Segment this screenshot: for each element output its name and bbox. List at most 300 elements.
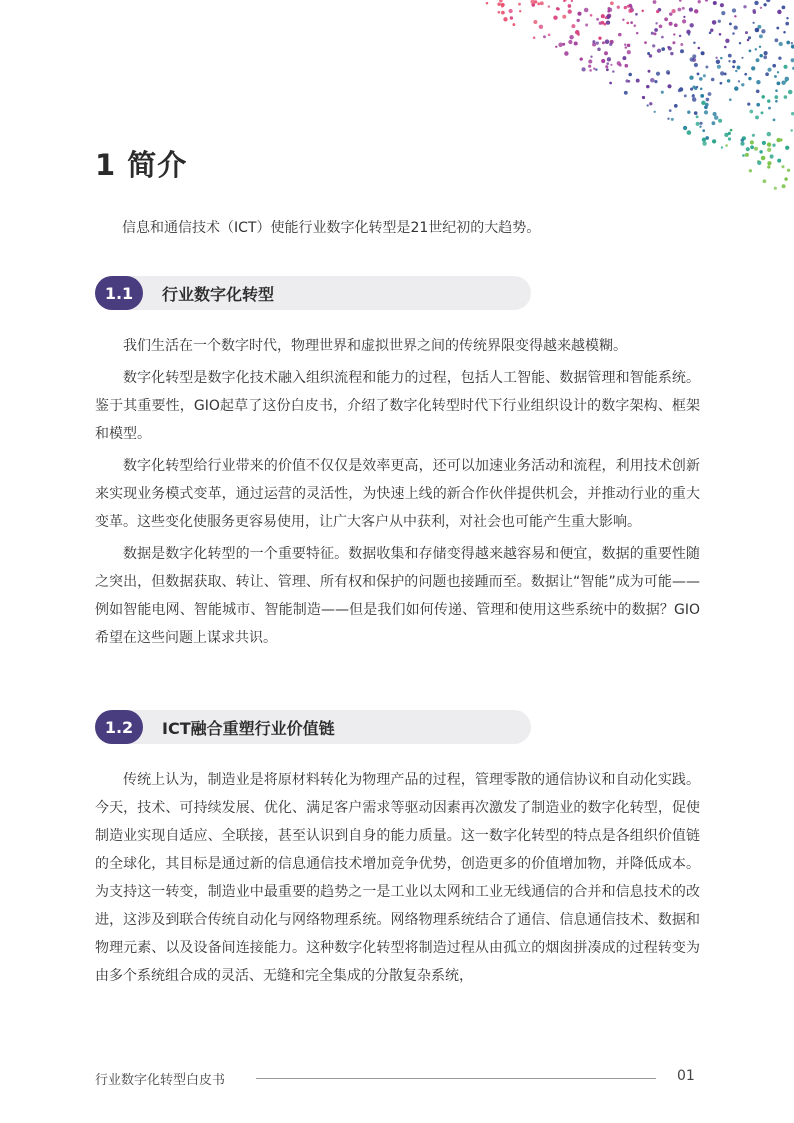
decorative-dot — [605, 16, 608, 19]
decorative-dot — [624, 6, 627, 9]
decorative-dot — [588, 65, 591, 68]
decorative-dot — [624, 44, 626, 46]
decorative-dot — [768, 107, 771, 110]
decorative-dot — [654, 80, 657, 83]
decorative-dot — [744, 73, 747, 76]
decorative-dot — [654, 32, 657, 35]
decorative-dot — [508, 9, 512, 13]
decorative-dot — [596, 18, 599, 21]
decorative-dot — [743, 5, 746, 8]
decorative-dot — [597, 48, 601, 52]
decorative-dot — [785, 77, 790, 82]
decorative-dot — [701, 51, 705, 55]
decorative-dot — [635, 13, 638, 16]
decorative-dot — [718, 119, 722, 123]
decorative-dot — [595, 68, 597, 70]
decorative-dot — [679, 35, 682, 38]
decorative-dot — [717, 65, 721, 69]
decorative-dot — [720, 71, 724, 75]
decorative-dot — [627, 50, 631, 54]
decorative-dot — [749, 110, 753, 114]
decorative-dot — [697, 72, 700, 75]
decorative-dot — [767, 68, 771, 72]
decorative-dot — [787, 169, 790, 172]
decorative-dot — [590, 56, 592, 58]
page-number: 01 — [677, 1068, 695, 1084]
decorative-dot — [704, 110, 708, 114]
decorative-dot — [772, 64, 776, 68]
decorative-dot — [592, 40, 595, 43]
decorative-dot — [785, 22, 789, 26]
decorative-dot — [767, 148, 771, 152]
decorative-dot — [647, 104, 649, 106]
decorative-dot — [776, 27, 779, 30]
decorative-dot — [684, 127, 686, 129]
decorative-dot — [724, 46, 727, 49]
decorative-dot — [503, 17, 507, 21]
decorative-dot — [732, 32, 735, 35]
decorative-dot — [661, 36, 664, 39]
decorative-dot — [741, 83, 744, 86]
decorative-dot — [716, 60, 720, 64]
decorative-dot — [759, 46, 761, 48]
decorative-dot — [702, 141, 706, 145]
decorative-dot — [539, 25, 543, 29]
decorative-dot — [755, 48, 757, 50]
decorative-dot — [772, 144, 775, 147]
decorative-dot — [674, 104, 678, 108]
decorative-dot — [688, 33, 690, 35]
decorative-dot — [601, 59, 605, 63]
decorative-dot — [648, 70, 651, 73]
decorative-dot — [606, 20, 610, 24]
decorative-dot — [674, 23, 678, 27]
decorative-dot — [584, 8, 589, 13]
decorative-dot — [625, 46, 627, 48]
decorative-dot — [705, 0, 708, 2]
decorative-dot — [781, 80, 785, 84]
decorative-dot — [585, 24, 588, 27]
decorative-dot — [754, 147, 758, 151]
decorative-dot — [721, 11, 725, 15]
body-paragraph: 数字化转型给行业带来的价值不仅仅是效率更高，还可以加速业务活动和流程，利用技术创新来实现业务模式变革，通过运营的灵活性，为快速上线的新合作伙伴提供机会，并推动行业的重大变革。这些变化使服务更容易使用，让广大客户从中获利，对社会也可能产生重大影响。 — [95, 458, 700, 530]
decorative-dot — [667, 84, 671, 88]
decorative-dot — [644, 41, 647, 44]
chapter-title: 1 简介 — [95, 148, 188, 182]
decorative-dot — [762, 141, 766, 145]
decorative-dot — [671, 9, 675, 13]
decorative-dot — [593, 67, 595, 69]
decorative-dot — [649, 102, 652, 105]
decorative-dot — [715, 57, 717, 59]
decorative-dot — [692, 85, 695, 88]
decorative-dot — [577, 12, 581, 16]
decorative-dot — [677, 8, 681, 12]
decorative-dot — [790, 129, 792, 131]
decorative-dot — [689, 7, 693, 11]
decorative-dot — [728, 60, 730, 62]
decorative-dot — [791, 42, 793, 44]
decorative-dot — [699, 126, 701, 128]
decorative-dot — [705, 136, 709, 140]
decorative-dot — [671, 118, 674, 121]
decorative-dot — [725, 144, 728, 147]
decorative-dot — [501, 11, 505, 15]
decorative-dot — [712, 139, 716, 143]
decorative-dot — [753, 22, 755, 24]
decorative-dot — [763, 3, 766, 6]
decorative-dot — [737, 66, 741, 70]
decorative-dot — [596, 42, 599, 45]
decorative-dot — [661, 47, 665, 51]
decorative-dot — [682, 7, 685, 10]
decorative-dot — [650, 78, 655, 83]
decorative-dot — [510, 16, 513, 19]
decorative-dot — [761, 156, 766, 161]
decorative-dot — [657, 49, 661, 53]
decorative-dot — [714, 115, 718, 119]
decorative-dot — [741, 57, 743, 59]
decorative-dot — [624, 91, 628, 95]
decorative-dot — [725, 39, 729, 43]
section-1-1-body — [95, 332, 700, 656]
decorative-dot — [728, 54, 732, 58]
decorative-dot — [612, 70, 614, 72]
decorative-dot — [729, 22, 732, 25]
decorative-dot — [718, 20, 721, 23]
decorative-dot — [756, 89, 760, 93]
decorative-dot — [748, 77, 751, 80]
decorative-dot — [512, 23, 515, 26]
decorative-dot — [739, 42, 741, 44]
decorative-dot — [548, 33, 551, 36]
decorative-dot — [617, 6, 620, 9]
decorative-dot — [543, 35, 546, 38]
decorative-dot — [604, 51, 608, 55]
decorative-dot — [568, 9, 572, 13]
decorative-dot — [759, 34, 763, 38]
decorative-dot — [588, 59, 592, 63]
decorative-dot — [705, 66, 708, 69]
decorative-dot — [759, 150, 762, 153]
decorative-dot — [628, 73, 632, 77]
decorative-dot — [601, 14, 605, 18]
decorative-dot — [775, 89, 778, 92]
decorative-dot — [684, 94, 687, 97]
body-paragraph: 我们生活在一个数字时代，物理世界和虚拟世界之间的传统界限变得越来越模糊。 — [123, 338, 627, 354]
decorative-dot — [571, 24, 575, 28]
decorative-dot — [745, 31, 748, 34]
decorative-dot — [708, 92, 712, 96]
decorative-dot — [680, 43, 683, 46]
decorative-dot — [712, 121, 716, 125]
decorative-dot — [782, 184, 786, 188]
decorative-dot — [721, 146, 723, 148]
decorative-dot — [696, 86, 698, 88]
decorative-dot — [777, 71, 779, 73]
decorative-dot — [750, 145, 754, 149]
footer-document-title: 行业数字化转型白皮书 — [95, 1073, 226, 1088]
section-header-1-2 — [95, 710, 531, 744]
decorative-dot — [669, 12, 672, 15]
decorative-dot — [625, 79, 628, 82]
decorative-dot — [655, 22, 657, 24]
decorative-dot — [709, 31, 712, 34]
decorative-dot — [609, 82, 612, 85]
decorative-dot — [777, 82, 781, 86]
decorative-dot — [647, 52, 650, 55]
decorative-dot — [767, 165, 770, 168]
decorative-dot — [781, 165, 784, 168]
decorative-dot — [696, 122, 700, 126]
decorative-dot — [634, 24, 637, 27]
decorative-dot — [610, 64, 612, 66]
decorative-dot — [703, 74, 706, 77]
decorative-dot — [601, 21, 605, 25]
decorative-dot — [682, 19, 686, 23]
decorative-dot — [767, 161, 771, 165]
decorative-dot — [777, 159, 781, 163]
decorative-dot — [607, 10, 610, 13]
decorative-dot — [763, 179, 767, 183]
decorative-dot — [687, 130, 692, 135]
decorative-dot — [700, 94, 704, 98]
decorative-dot — [730, 129, 732, 131]
decorative-dot — [747, 102, 750, 105]
decorative-dot — [755, 28, 760, 33]
decorative-dot — [719, 33, 722, 36]
decorative-dot — [784, 95, 788, 99]
decorative-dot — [764, 51, 768, 55]
decorative-dot — [575, 30, 580, 35]
decorative-dot — [767, 99, 770, 102]
decorative-dot — [607, 7, 610, 10]
decorative-dot — [712, 20, 717, 25]
decorative-dot — [777, 10, 781, 14]
decorative-dot — [749, 169, 752, 172]
decorative-dot — [651, 32, 654, 35]
decorative-dot — [741, 138, 745, 142]
decorative-dot — [761, 29, 765, 33]
decorative-dot — [653, 0, 657, 4]
decorative-dot — [624, 64, 628, 68]
decorative-dot — [756, 103, 760, 107]
decorative-dot — [605, 39, 610, 44]
decorative-dot-pattern — [470, 0, 794, 210]
body-paragraph: 数字化转型是数字化技术融入组织流程和能力的过程，包括人工智能、数据管理和智能系统。鉴于其重要性，GIO起草了这份白皮书，介绍了数字化转型时代下行业组织设计的数字架构、框架和模型。 — [95, 370, 700, 442]
decorative-dot — [669, 109, 672, 112]
decorative-dot — [683, 16, 685, 18]
decorative-dot — [571, 0, 573, 2]
decorative-dot — [606, 62, 609, 65]
decorative-dot — [773, 119, 776, 122]
decorative-dot — [745, 153, 749, 157]
decorative-dot — [761, 95, 764, 98]
decorative-dot — [734, 86, 738, 90]
decorative-dot — [780, 138, 783, 141]
decorative-dot — [749, 50, 752, 53]
decorative-dot — [555, 46, 557, 48]
decorative-dot — [576, 19, 579, 22]
section-title: ICT融合重塑行业价值链 — [162, 718, 335, 738]
decorative-dot — [728, 137, 731, 140]
decorative-dot — [700, 122, 703, 125]
decorative-dot — [689, 76, 693, 80]
decorative-dot — [548, 5, 550, 7]
decorative-dot — [700, 87, 703, 90]
decorative-dot — [646, 85, 650, 89]
decorative-dot — [499, 0, 502, 2]
decorative-dot — [746, 147, 750, 151]
decorative-dot — [609, 43, 612, 46]
decorative-dot — [672, 41, 675, 44]
decorative-dot — [783, 31, 786, 34]
decorative-dot — [756, 80, 760, 84]
decorative-dot — [607, 57, 611, 61]
section-number: 1.2 — [95, 710, 143, 744]
decorative-dot — [694, 63, 698, 67]
decorative-dot — [667, 118, 669, 120]
decorative-dot — [774, 38, 778, 42]
decorative-dot — [756, 58, 760, 62]
decorative-dot — [784, 177, 787, 180]
decorative-dot — [755, 115, 759, 119]
decorative-dot — [774, 95, 778, 99]
decorative-dot — [669, 22, 673, 26]
decorative-dot — [673, 33, 675, 35]
decorative-dot — [706, 98, 710, 102]
decorative-dot — [622, 56, 626, 60]
decorative-dot — [590, 14, 593, 17]
decorative-dot — [656, 10, 659, 13]
decorative-dot — [751, 66, 755, 70]
decorative-dot — [610, 1, 614, 5]
decorative-dot — [666, 70, 670, 74]
decorative-dot — [732, 8, 736, 12]
decorative-dot — [580, 57, 583, 60]
decorative-dot — [661, 91, 664, 94]
decorative-dot — [519, 10, 521, 12]
decorative-dot — [750, 140, 754, 144]
decorative-dot — [497, 2, 500, 5]
decorative-dot — [630, 21, 633, 24]
decorative-dot — [791, 58, 794, 62]
decorative-dot — [735, 70, 737, 72]
decorative-dot — [627, 5, 630, 8]
decorative-dot — [558, 43, 563, 48]
decorative-dot — [568, 4, 572, 8]
decorative-dot — [699, 77, 703, 81]
decorative-dot — [680, 49, 684, 53]
decorative-dot — [760, 7, 762, 9]
decorative-dot — [692, 94, 694, 96]
decorative-dot — [679, 87, 683, 91]
decorative-dot — [698, 47, 701, 50]
decorative-dot — [690, 57, 694, 61]
decorative-dot — [759, 54, 762, 57]
decorative-dot — [696, 115, 699, 118]
decorative-dot — [498, 11, 501, 14]
decorative-dot — [738, 80, 740, 82]
decorative-dot — [763, 55, 767, 59]
decorative-dot — [606, 68, 609, 71]
decorative-dot — [775, 100, 778, 103]
decorative-dot — [537, 2, 540, 5]
body-paragraph: 数据是数字化转型的一个重要特征。数据收集和存储变得越来越容易和便宜，数据的重要性随之突出，但数据获取、转让、管理、所有权和保护的问题也接踵而至。数据让“智能”成为可能——例如智能电网、智能城市、智能制造——但是我们如何传递、管理和使用这些系统中的数据？GIO希望在这些问题上谋求共识。 — [95, 546, 700, 646]
section-1-2-body — [95, 766, 700, 994]
decorative-dot — [652, 44, 655, 47]
decorative-dot — [710, 29, 713, 32]
decorative-dot — [694, 111, 698, 115]
decorative-dot — [786, 41, 790, 45]
decorative-dot — [693, 42, 696, 45]
decorative-dot — [767, 142, 771, 146]
decorative-dot — [702, 129, 705, 132]
decorative-dot — [654, 28, 658, 32]
decorative-dot — [748, 36, 751, 39]
decorative-dot — [720, 82, 723, 85]
decorative-dot — [774, 75, 777, 78]
decorative-dot — [533, 36, 536, 39]
decorative-dot — [752, 9, 756, 13]
decorative-dot — [636, 79, 640, 83]
intro-paragraph: 信息和通信技术（ICT）使能行业数字化转型是21世纪初的大趋势。 — [122, 220, 541, 236]
decorative-dot — [589, 69, 592, 72]
decorative-dot — [679, 0, 682, 2]
decorative-dot — [564, 51, 568, 55]
section-number: 1.1 — [95, 276, 143, 310]
decorative-dot — [779, 42, 783, 46]
decorative-dot — [581, 67, 585, 71]
decorative-dot — [540, 1, 544, 5]
decorative-dot — [761, 111, 764, 114]
decorative-dot — [553, 15, 557, 19]
decorative-dot — [626, 22, 629, 25]
decorative-dot — [627, 44, 631, 48]
decorative-dot — [690, 88, 693, 91]
decorative-dot — [641, 10, 643, 12]
decorative-dot — [642, 96, 645, 99]
decorative-dot — [557, 8, 560, 11]
decorative-dot — [694, 9, 698, 13]
decorative-dot — [757, 161, 761, 165]
decorative-dot — [697, 0, 700, 3]
decorative-dot — [622, 18, 624, 20]
decorative-dot — [734, 25, 738, 29]
decorative-dot — [713, 1, 717, 5]
decorative-dot — [659, 24, 663, 28]
decorative-dot — [786, 17, 788, 19]
decorative-dot — [598, 37, 601, 40]
decorative-dot — [618, 63, 621, 66]
decorative-dot — [687, 111, 690, 114]
decorative-dot — [778, 57, 781, 60]
decorative-dot — [711, 78, 715, 82]
decorative-dot — [727, 79, 731, 83]
decorative-dot — [740, 142, 744, 146]
decorative-dot — [783, 65, 787, 69]
decorative-dot — [574, 41, 578, 45]
decorative-dot — [720, 57, 722, 59]
decorative-dot — [774, 187, 777, 190]
decorative-dot — [518, 3, 521, 6]
decorative-dot — [533, 20, 537, 24]
decorative-dot — [742, 154, 745, 157]
decorative-dot — [732, 65, 735, 68]
decorative-dot — [618, 33, 622, 37]
footer-divider — [256, 1078, 656, 1079]
decorative-dot — [765, 72, 769, 76]
